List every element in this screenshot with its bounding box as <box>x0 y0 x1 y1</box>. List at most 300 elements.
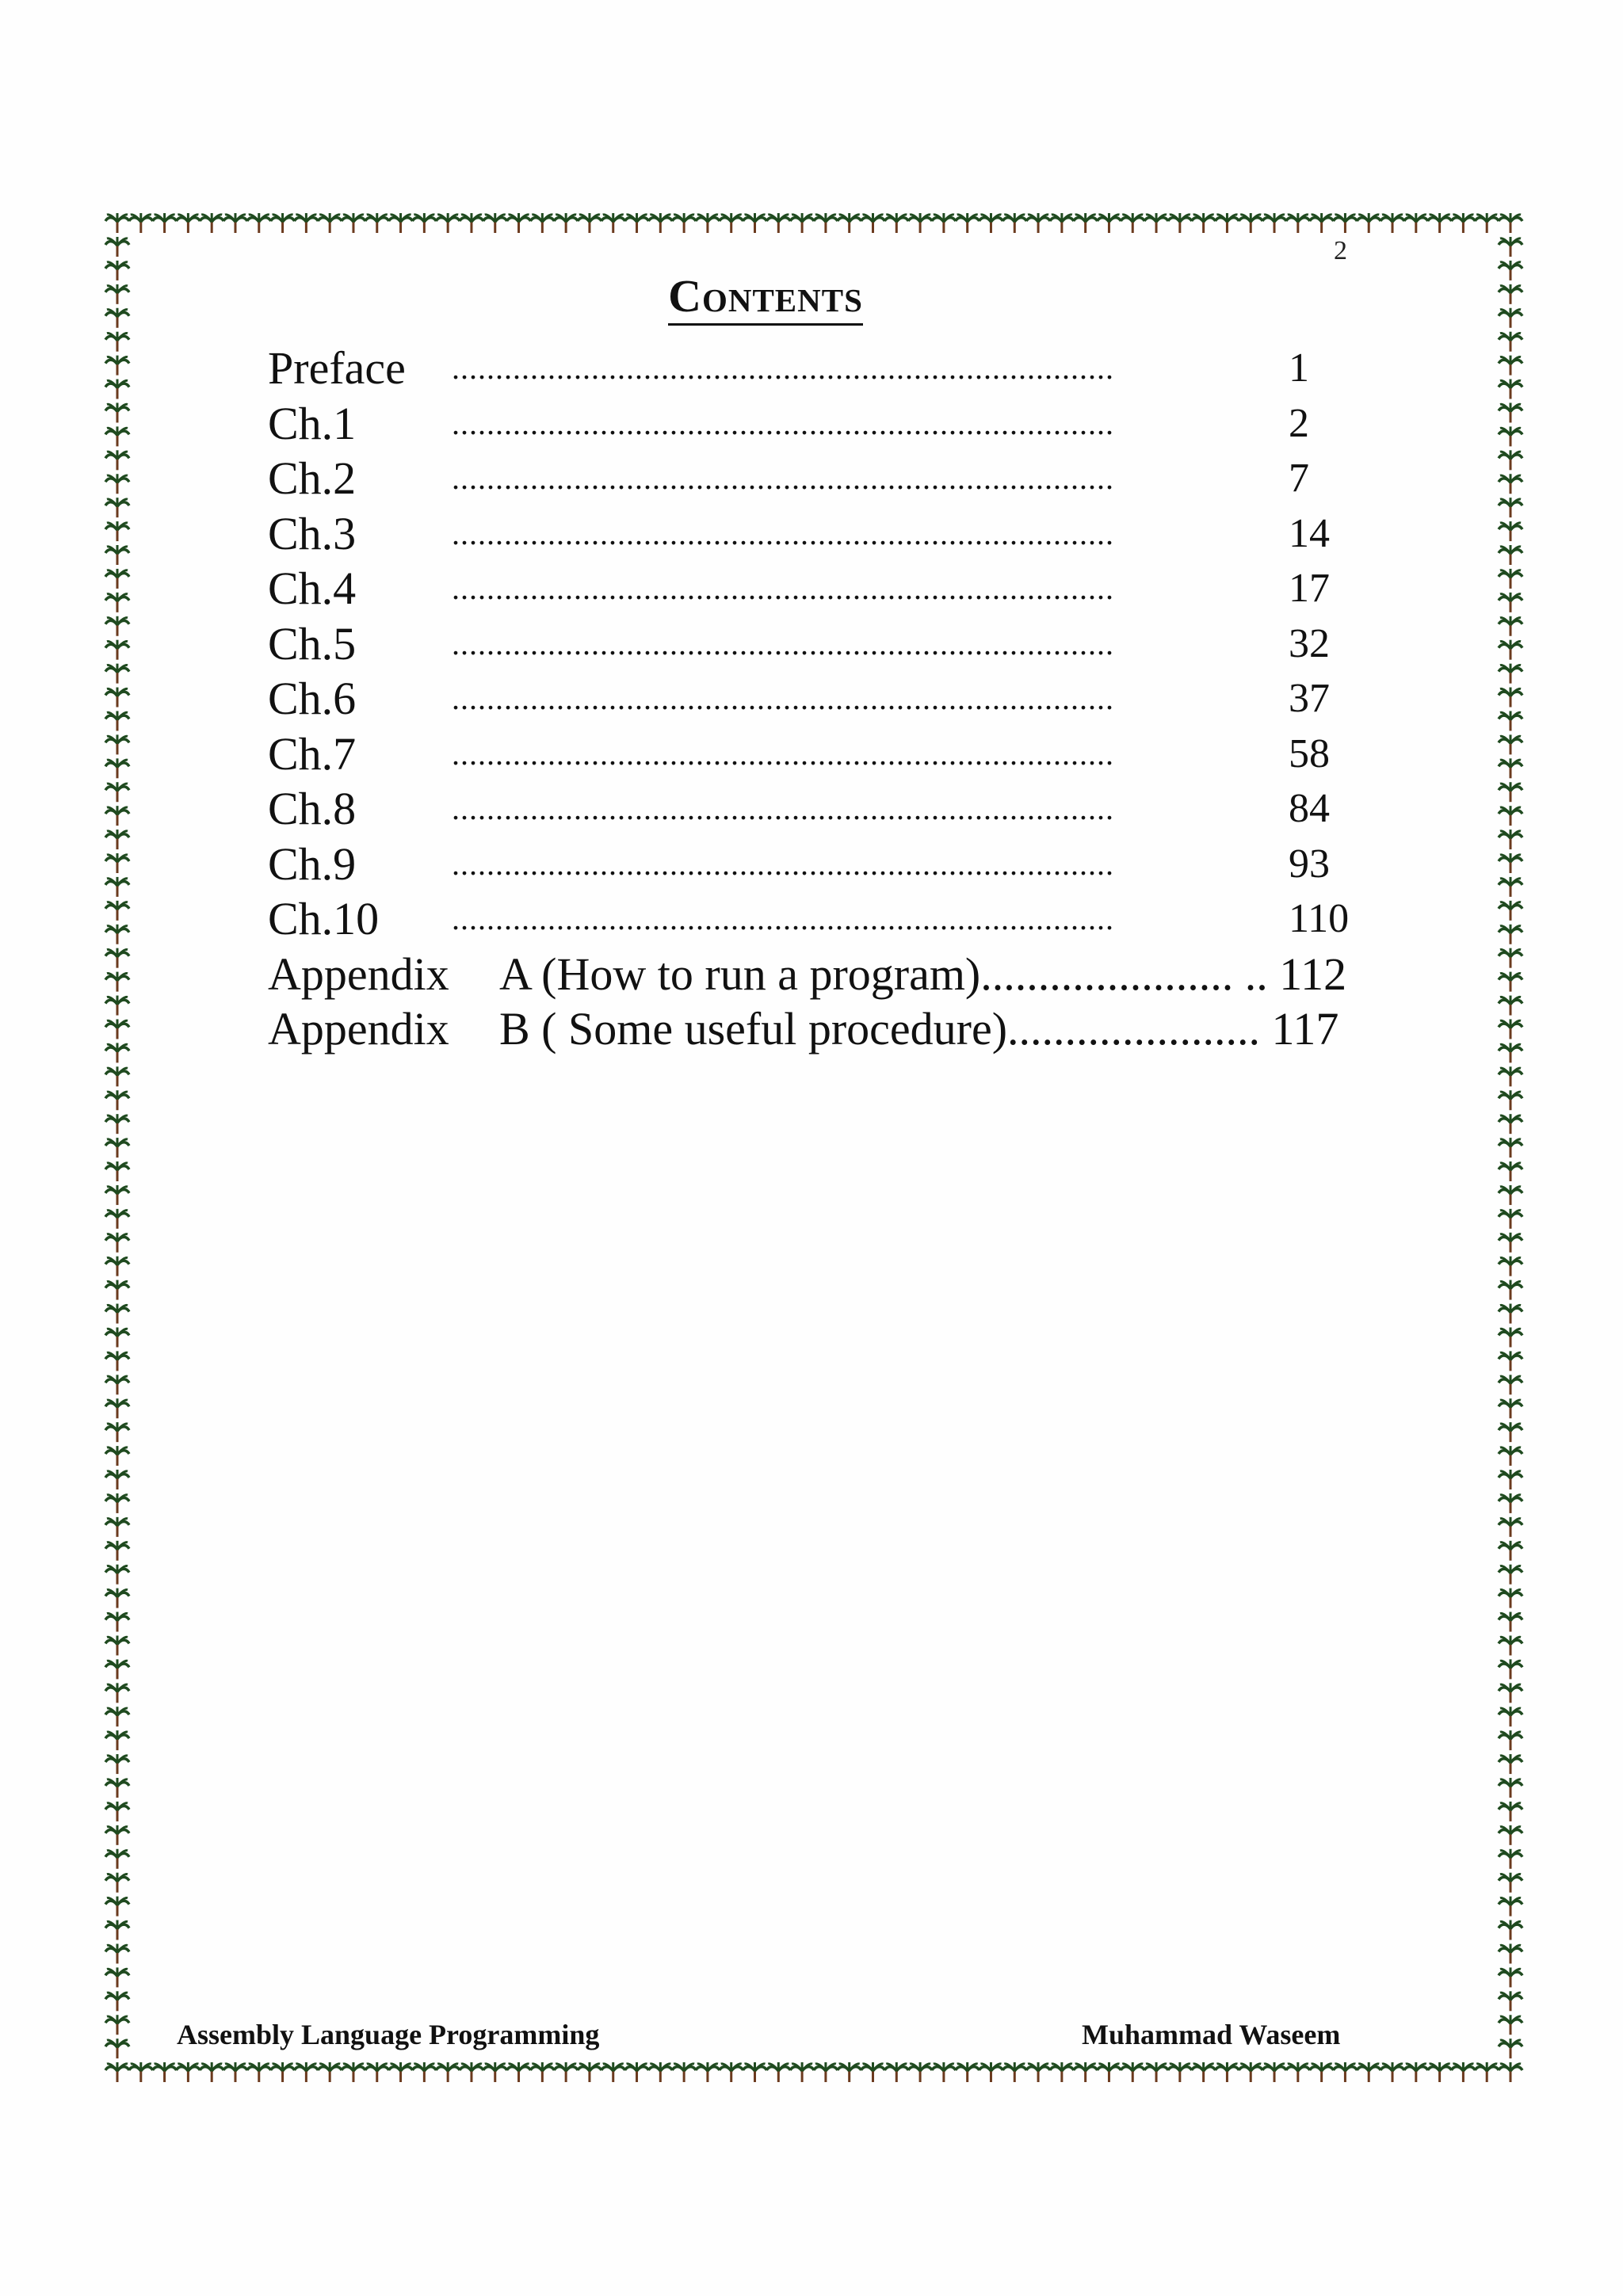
palm-tree-icon <box>1499 2062 1522 2082</box>
toc-entry-label: Ch.2 <box>268 452 357 504</box>
palm-tree-icon <box>1002 213 1026 233</box>
palm-tree-icon <box>105 474 129 494</box>
palm-tree-icon <box>956 213 980 233</box>
palm-tree-icon <box>1499 901 1522 921</box>
palm-tree-icon <box>105 1422 129 1442</box>
toc-entry <box>268 727 1346 782</box>
toc-entry-page: 110 <box>1289 896 1350 941</box>
palm-tree-icon <box>1499 758 1522 778</box>
palm-tree-icon <box>105 734 129 754</box>
palm-tree-icon <box>1499 853 1522 873</box>
palm-tree-icon <box>105 1470 129 1489</box>
palm-tree-icon <box>105 1398 129 1418</box>
palm-tree-icon <box>105 1873 129 1893</box>
toc-entry <box>268 671 1346 727</box>
palm-tree-icon <box>105 2062 129 2082</box>
palm-tree-icon <box>1499 474 1522 494</box>
palm-tree-icon <box>1499 332 1522 352</box>
palm-tree-icon <box>1002 2062 1026 2082</box>
toc-entry-label: Ch.8 <box>268 783 357 834</box>
palm-tree-icon <box>1310 213 1334 233</box>
palm-tree-icon <box>932 2062 956 2082</box>
palm-tree-icon <box>105 948 129 968</box>
palm-tree-icon <box>105 1849 129 1869</box>
toc-entry-label: Preface <box>268 342 406 394</box>
palm-tree-icon <box>105 664 129 684</box>
palm-tree-icon <box>105 782 129 802</box>
footer-book-title: Assembly Language Programming <box>177 2019 600 2050</box>
palm-tree-icon <box>1499 1683 1522 1703</box>
toc-entry-label: Ch.10 <box>268 893 380 944</box>
palm-tree-icon <box>1499 1090 1522 1110</box>
palm-tree-icon <box>105 1114 129 1134</box>
palm-tree-icon <box>105 545 129 565</box>
palm-tree-icon <box>530 2062 554 2082</box>
palm-tree-icon <box>1499 1138 1522 1158</box>
palm-tree-icon <box>105 1589 129 1608</box>
toc-entry-page: 1 <box>1289 345 1309 391</box>
palm-tree-icon <box>838 2062 861 2082</box>
palm-tree-icon <box>1286 213 1310 233</box>
palm-tree-icon <box>1499 1802 1522 1821</box>
palm-tree-icon <box>1499 1446 1522 1466</box>
palm-tree-icon <box>1499 925 1522 944</box>
palm-tree-icon <box>1499 1565 1522 1585</box>
toc-entry-page: 37 <box>1289 676 1330 721</box>
toc-entry-page: 2 <box>1289 400 1309 446</box>
palm-tree-icon <box>105 379 129 399</box>
palm-tree-icon <box>1499 237 1522 257</box>
palm-tree-icon <box>578 213 601 233</box>
palm-tree-icon <box>1499 521 1522 541</box>
palm-tree-icon <box>105 1351 129 1371</box>
appendix-label: Appendix <box>268 1003 449 1055</box>
palm-tree-icon <box>1168 213 1192 233</box>
palm-tree-icon <box>1499 450 1522 470</box>
palm-tree-icon <box>105 1327 129 1347</box>
palm-tree-icon <box>1499 1849 1522 1869</box>
palm-tree-icon <box>105 1493 129 1513</box>
footer-author: Muhammad Waseem <box>1082 2019 1341 2050</box>
page-number: 2 <box>1334 236 1347 265</box>
palm-tree-icon <box>247 2062 271 2082</box>
palm-tree-icon <box>1404 2062 1428 2082</box>
palm-tree-icon <box>105 1161 129 1181</box>
palm-tree-icon <box>176 213 200 233</box>
palm-tree-icon <box>105 356 129 376</box>
palm-tree-icon <box>105 1612 129 1632</box>
palm-tree-icon <box>1499 1019 1522 1039</box>
appendix-description: B ( Some useful procedure)...................... 117 <box>499 1003 1339 1055</box>
palm-tree-icon <box>1074 213 1098 233</box>
palm-tree-icon <box>908 213 932 233</box>
toc-dot-leader: ............................................................................ <box>452 845 1114 882</box>
toc-entry <box>268 506 1346 562</box>
palm-tree-icon <box>1381 2062 1404 2082</box>
palm-tree-icon <box>105 1019 129 1039</box>
palm-tree-icon <box>1192 2062 1216 2082</box>
palm-tree-icon <box>105 1897 129 1917</box>
palm-tree-icon <box>766 213 790 233</box>
appendix-label: Appendix <box>268 948 449 1000</box>
palm-tree-icon <box>294 2062 318 2082</box>
palm-tree-icon <box>861 2062 884 2082</box>
palm-tree-icon <box>105 688 129 707</box>
palm-tree-icon <box>153 2062 177 2082</box>
palm-tree-icon <box>1168 2062 1192 2082</box>
palm-tree-icon <box>1050 2062 1074 2082</box>
palm-tree-icon <box>1144 213 1168 233</box>
palm-tree-icon <box>1499 1209 1522 1229</box>
palm-tree-icon <box>460 213 483 233</box>
palm-tree-icon <box>1499 1659 1522 1679</box>
palm-tree-icon <box>1475 2062 1499 2082</box>
palm-tree-icon <box>814 213 838 233</box>
palm-tree-icon <box>105 1066 129 1086</box>
palm-tree-icon <box>1499 1114 1522 1134</box>
palm-tree-icon <box>932 213 956 233</box>
palm-tree-icon <box>766 2062 790 2082</box>
appendix-entry <box>268 947 1346 1002</box>
toc-entry-page: 84 <box>1289 786 1330 831</box>
palm-tree-icon <box>105 996 129 1016</box>
palm-tree-icon <box>1499 1517 1522 1537</box>
palm-tree-icon <box>389 2062 413 2082</box>
palm-tree-icon <box>460 2062 483 2082</box>
palm-tree-icon <box>1333 2062 1357 2082</box>
palm-tree-icon <box>1499 1398 1522 1418</box>
palm-tree-icon <box>1428 2062 1452 2082</box>
palm-tree-icon <box>1499 948 1522 968</box>
palm-tree-icon <box>105 402 129 422</box>
palm-tree-icon <box>105 2039 129 2058</box>
toc-dot-leader: ............................................................................ <box>452 515 1114 551</box>
palm-tree-icon <box>129 2062 153 2082</box>
palm-tree-icon <box>743 213 767 233</box>
palm-tree-icon <box>105 450 129 470</box>
palm-tree-icon <box>105 332 129 352</box>
toc-entry <box>268 781 1346 837</box>
palm-tree-icon <box>1499 1257 1522 1276</box>
palm-tree-icon <box>105 426 129 446</box>
palm-tree-icon <box>271 2062 295 2082</box>
palm-tree-icon <box>1499 806 1522 826</box>
palm-tree-icon <box>672 213 696 233</box>
palm-tree-icon <box>1499 1161 1522 1181</box>
palm-tree-icon <box>790 2062 814 2082</box>
palm-tree-icon <box>1499 1730 1522 1750</box>
palm-tree-icon <box>1097 213 1121 233</box>
palm-tree-icon <box>105 2015 129 2035</box>
palm-tree-icon <box>1097 2062 1121 2082</box>
toc-entry <box>268 396 1346 452</box>
palm-tree-icon <box>1499 830 1522 849</box>
palm-tree-icon <box>105 1635 129 1655</box>
palm-tree-icon <box>1499 1707 1522 1726</box>
palm-tree-icon <box>1357 213 1381 233</box>
toc-dot-leader: ............................................................................ <box>452 681 1114 716</box>
palm-tree-icon <box>1357 2062 1381 2082</box>
palm-tree-icon <box>105 213 129 233</box>
palm-tree-icon <box>105 1257 129 1276</box>
palm-tree-icon <box>223 213 247 233</box>
palm-tree-icon <box>1499 1541 1522 1561</box>
palm-tree-icon <box>105 569 129 589</box>
palm-tree-icon <box>1310 2062 1334 2082</box>
palm-tree-icon <box>979 2062 1002 2082</box>
palm-tree-icon <box>1499 877 1522 897</box>
toc-entry-page: 14 <box>1289 510 1330 556</box>
toc-dot-leader: ............................................................................ <box>452 405 1114 441</box>
palm-tree-icon <box>1499 1873 1522 1893</box>
palm-tree-icon <box>1262 213 1286 233</box>
palm-tree-icon <box>1499 1493 1522 1513</box>
palm-tree-icon <box>1499 734 1522 754</box>
palm-tree-icon <box>1499 1043 1522 1062</box>
palm-tree-icon <box>507 2062 531 2082</box>
toc-entry <box>268 616 1346 672</box>
palm-tree-icon <box>105 925 129 944</box>
palm-tree-icon <box>105 1280 129 1300</box>
palm-tree-icon <box>1499 426 1522 446</box>
palm-tree-icon <box>1499 1470 1522 1489</box>
palm-tree-icon <box>412 213 436 233</box>
palm-tree-icon <box>105 1920 129 1940</box>
toc-entry <box>268 561 1346 616</box>
palm-tree-icon <box>1499 664 1522 684</box>
palm-tree-icon <box>814 2062 838 2082</box>
palm-tree-icon <box>1499 2015 1522 2035</box>
palm-tree-icon <box>1239 2062 1262 2082</box>
palm-tree-icon <box>247 213 271 233</box>
palm-tree-icon <box>105 1233 129 1253</box>
toc-dot-leader: ............................................................................ <box>452 460 1114 496</box>
appendix-description: A (How to run a program)...................... .. 112 <box>499 948 1347 1000</box>
palm-tree-icon <box>483 2062 507 2082</box>
palm-tree-icon <box>720 213 743 233</box>
palm-tree-icon <box>105 521 129 541</box>
palm-tree-icon <box>1499 569 1522 589</box>
palm-tree-icon <box>1499 782 1522 802</box>
palm-tree-icon <box>105 877 129 897</box>
toc-entry-page: 58 <box>1289 730 1330 776</box>
palm-tree-icon <box>365 2062 389 2082</box>
palm-tree-icon <box>1499 356 1522 376</box>
palm-tree-icon <box>412 2062 436 2082</box>
palm-tree-icon <box>105 1802 129 1821</box>
palm-tree-icon <box>105 1541 129 1561</box>
palm-tree-icon <box>1451 2062 1475 2082</box>
toc-entry-label: Ch.1 <box>268 397 357 449</box>
palm-tree-icon <box>507 213 531 233</box>
palm-tree-icon <box>105 972 129 992</box>
palm-tree-icon <box>105 1683 129 1703</box>
palm-tree-icon <box>648 213 672 233</box>
palm-tree-icon <box>1499 711 1522 730</box>
palm-tree-icon <box>105 1185 129 1205</box>
palm-tree-icon <box>1215 213 1239 233</box>
palm-tree-icon <box>105 1707 129 1726</box>
toc-dot-leader: ............................................................................ <box>452 735 1114 772</box>
palm-tree-icon <box>105 1304 129 1324</box>
palm-tree-icon <box>1050 213 1074 233</box>
palm-tree-icon <box>1499 1825 1522 1845</box>
palm-tree-icon <box>105 1754 129 1774</box>
toc-entry-page: 7 <box>1289 456 1309 501</box>
palm-tree-icon <box>1499 1943 1522 1963</box>
palm-tree-icon <box>1499 213 1522 233</box>
palm-tree-icon <box>105 1043 129 1062</box>
palm-tree-icon <box>1499 1897 1522 1917</box>
palm-tree-icon <box>1499 1920 1522 1940</box>
palm-tree-icon <box>601 213 625 233</box>
palm-tree-icon <box>1499 688 1522 707</box>
palm-tree-icon <box>105 1967 129 1987</box>
toc-entry <box>268 837 1346 892</box>
palm-tree-icon <box>743 2062 767 2082</box>
palm-tree-icon <box>1026 213 1050 233</box>
palm-tree-icon <box>1499 640 1522 660</box>
palm-tree-icon <box>1499 1185 1522 1205</box>
toc-dot-leader: ............................................................................ <box>452 350 1114 386</box>
toc-entry-label: Ch.6 <box>268 673 357 724</box>
palm-tree-icon <box>720 2062 743 2082</box>
palm-tree-icon <box>105 1090 129 1110</box>
palm-tree-icon <box>1499 996 1522 1016</box>
palm-tree-icon <box>318 2062 342 2082</box>
palm-tree-icon <box>105 758 129 778</box>
palm-tree-icon <box>625 213 649 233</box>
toc-entry-label: Ch.3 <box>268 507 357 559</box>
palm-tree-icon <box>105 1778 129 1798</box>
palm-tree-icon <box>1286 2062 1310 2082</box>
toc-entry <box>268 341 1346 396</box>
palm-tree-icon <box>956 2062 980 2082</box>
palm-tree-icon <box>176 2062 200 2082</box>
palm-tree-icon <box>389 213 413 233</box>
table-of-contents <box>268 341 1350 1057</box>
palm-tree-icon <box>1499 379 1522 399</box>
palm-tree-icon <box>105 593 129 612</box>
palm-tree-icon <box>105 640 129 660</box>
palm-tree-icon <box>1475 213 1499 233</box>
palm-tree-icon <box>672 2062 696 2082</box>
palm-tree-icon <box>838 213 861 233</box>
toc-entry-page: 32 <box>1289 620 1330 666</box>
palm-tree-icon <box>271 213 295 233</box>
palm-tree-icon <box>1499 1589 1522 1608</box>
palm-tree-icon <box>1121 2062 1144 2082</box>
toc-dot-leader: ............................................................................ <box>452 570 1114 606</box>
palm-tree-icon <box>1381 213 1404 233</box>
palm-tree-icon <box>294 213 318 233</box>
toc-dot-leader: ............................................................................ <box>452 901 1114 936</box>
palm-tree-icon <box>105 1659 129 1679</box>
palm-tree-icon <box>1262 2062 1286 2082</box>
palm-tree-icon <box>365 213 389 233</box>
palm-tree-icon <box>1499 1991 1522 2011</box>
palm-tree-icon <box>1121 213 1144 233</box>
palm-tree-icon <box>648 2062 672 2082</box>
palm-tree-icon <box>436 213 460 233</box>
palm-tree-icon <box>1499 1066 1522 1086</box>
palm-tree-icon <box>1144 2062 1168 2082</box>
palm-tree-icon <box>105 1991 129 2011</box>
palm-tree-icon <box>1499 1635 1522 1655</box>
palm-tree-icon <box>1215 2062 1239 2082</box>
palm-tree-icon <box>625 2062 649 2082</box>
palm-tree-icon <box>554 2062 578 2082</box>
palm-tree-icon <box>601 2062 625 2082</box>
palm-tree-icon <box>200 213 223 233</box>
palm-tree-icon <box>884 213 908 233</box>
appendix-entry <box>268 1001 1346 1057</box>
palm-tree-icon <box>1499 498 1522 517</box>
palm-tree-icon <box>105 1730 129 1750</box>
toc-entry-label: Ch.9 <box>268 837 357 890</box>
palm-tree-icon <box>1499 1351 1522 1371</box>
palm-tree-icon <box>696 213 720 233</box>
palm-tree-icon <box>105 237 129 257</box>
palm-tree-icon <box>105 1375 129 1394</box>
palm-tree-icon <box>105 1565 129 1585</box>
toc-entry-page: 17 <box>1289 566 1330 611</box>
palm-tree-icon <box>578 2062 601 2082</box>
contents-heading: Contents <box>668 270 863 326</box>
palm-tree-icon <box>200 2062 223 2082</box>
palm-tree-icon <box>1499 593 1522 612</box>
palm-tree-icon <box>790 213 814 233</box>
palm-tree-icon <box>1499 402 1522 422</box>
palm-tree-icon <box>1499 2039 1522 2058</box>
palm-tree-icon <box>105 1138 129 1158</box>
palm-tree-icon <box>105 1446 129 1466</box>
palm-tree-icon <box>530 213 554 233</box>
palm-tree-icon <box>105 1825 129 1845</box>
toc-entry-label: Ch.7 <box>268 727 357 780</box>
palm-tree-icon <box>1499 1280 1522 1300</box>
toc-entry-label: Ch.5 <box>268 617 357 669</box>
palm-tree-icon <box>105 498 129 517</box>
palm-tree-icon <box>105 806 129 826</box>
palm-tree-icon <box>1499 1304 1522 1324</box>
palm-tree-icon <box>884 2062 908 2082</box>
palm-tree-icon <box>1026 2062 1050 2082</box>
toc-dot-leader: ............................................................................ <box>452 625 1114 662</box>
palm-tree-icon <box>483 213 507 233</box>
toc-entry-label: Ch.4 <box>268 563 357 614</box>
toc-entry-page: 93 <box>1289 841 1330 887</box>
palm-tree-icon <box>1428 213 1452 233</box>
toc-entry <box>268 451 1346 506</box>
palm-tree-icon <box>554 213 578 233</box>
palm-tree-icon <box>1333 213 1357 233</box>
palm-tree-icon <box>153 213 177 233</box>
palm-tree-icon <box>129 213 153 233</box>
palm-tree-icon <box>105 1943 129 1963</box>
toc-dot-leader: ............................................................................ <box>452 791 1114 826</box>
palm-tree-icon <box>436 2062 460 2082</box>
palm-tree-icon <box>105 1517 129 1537</box>
palm-tree-icon <box>105 1209 129 1229</box>
palm-tree-icon <box>1499 1422 1522 1442</box>
palm-tree-icon <box>1499 1778 1522 1798</box>
toc-entry <box>268 891 1350 947</box>
palm-tree-icon <box>696 2062 720 2082</box>
palm-tree-icon <box>105 853 129 873</box>
palm-tree-icon <box>1499 1233 1522 1253</box>
palm-tree-icon <box>105 901 129 921</box>
